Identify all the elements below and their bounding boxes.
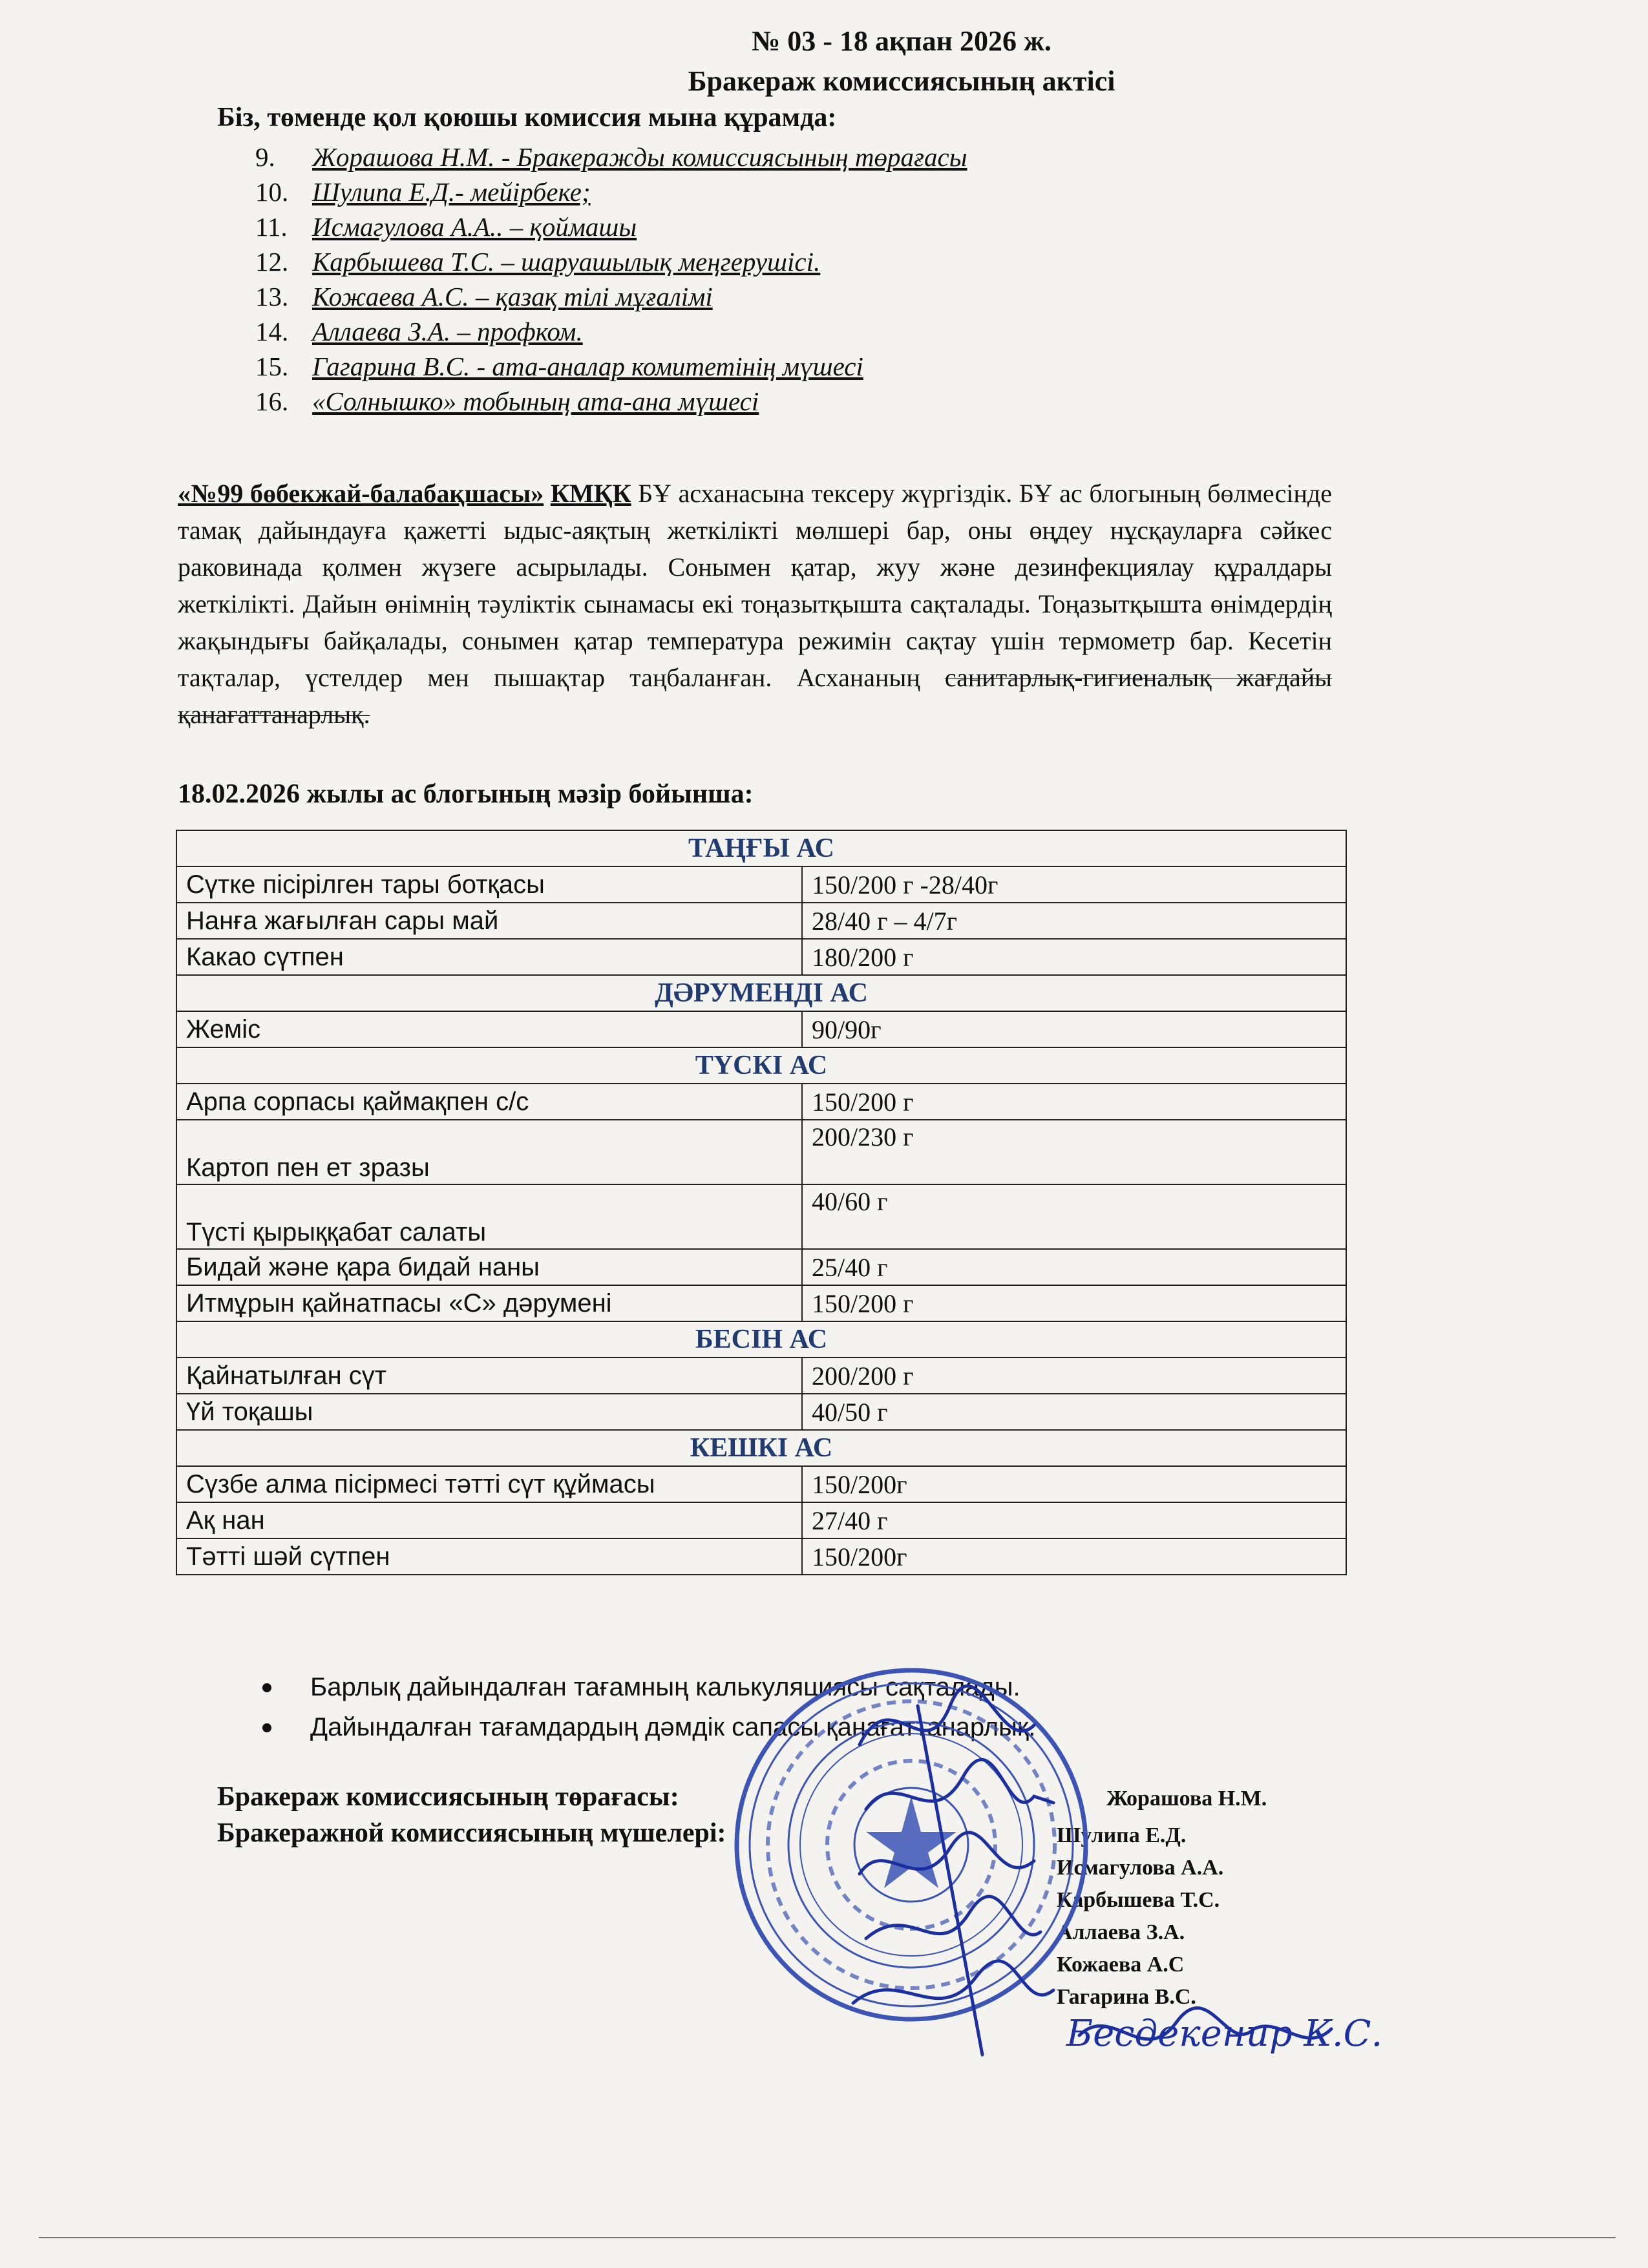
menu-table (176, 830, 1347, 1575)
menu-item-name: Нанға жағылған сары май (176, 903, 802, 939)
member-number: 9. (255, 142, 275, 172)
menu-item-name: Сүтке пісірілген тары ботқасы (176, 866, 802, 903)
menu-item-name: Итмұрын қайнатпасы «С» дәрумені (176, 1285, 802, 1321)
menu-item-row (176, 903, 1346, 939)
extra-handwritten-signature: Бесдекенир К.С. (1066, 2013, 1383, 2055)
menu-item-row (176, 1502, 1346, 1538)
commission-member (255, 244, 967, 279)
menu-section-title: ДӘРУМЕНДІ АС (176, 975, 1346, 1011)
member-signature-name: Шулипа Е.Д. (1057, 1823, 1187, 1847)
member-signature-name: Исмагулова А.А. (1057, 1856, 1224, 1880)
member-signature-name: Карбышева Т.С. (1057, 1888, 1220, 1912)
inspection-paragraph (178, 475, 1332, 733)
menu-item-row (176, 1120, 1346, 1184)
menu-item-name: Тәтті шәй сүтпен (176, 1538, 802, 1575)
commission-members-list (255, 140, 967, 419)
member-number: 14. (255, 317, 289, 346)
menu-item-amount: 150/200г (802, 1538, 1346, 1575)
menu-item-amount: 200/200 г (802, 1358, 1346, 1394)
menu-date-heading: 18.02.2026 жылы ас блогының мәзір бойынша: (178, 779, 754, 809)
menu-item-amount: 150/200 г -28/40г (802, 866, 1346, 903)
commission-member (255, 209, 967, 244)
menu-section-row (176, 830, 1346, 866)
note-item: Барлық дайындалған тағамның калькуляциясы сақталады. (259, 1667, 1035, 1707)
menu-item-amount: 28/40 г – 4/7г (802, 903, 1346, 939)
menu-section-title: ТАҢҒЫ АС (176, 830, 1346, 866)
menu-section-row (176, 1047, 1346, 1084)
member-text: Шулипа Е.Д.- мейірбеке; (312, 177, 591, 207)
member-number: 13. (255, 282, 289, 311)
menu-item-amount: 150/200 г (802, 1084, 1346, 1120)
menu-section-title: ТҮСКІ АС (176, 1047, 1346, 1084)
menu-item-amount: 25/40 г (802, 1249, 1346, 1285)
menu-item-name: Үй тоқашы (176, 1394, 802, 1430)
member-number: 10. (255, 177, 289, 207)
paragraph-body: БҰ асханасына тексеру жүргіздік. БҰ ас блогының бөлмесінде тамақ дайындауға қажетті ыдыс-аяқтың жеткілікті мөлшері бар, оны өңдеу нұсқауларға сәйкес раковинада қолмен жүзеге асырылады. Сонымен қатар, жуу және дезинфекциялау құралдары жеткілікті. Дайын өнімнің тәуліктік сынамасы екі тоңазытқышта сақталады. Тоңазытқышта өнімдердің жақындығы байқалады, сонымен қатар температура режимін сақтау үшін термометр бар. Кесетін тақталар, үстелдер мен пышақтар таңбаланған. Асхананың (178, 479, 1333, 692)
organization-name: «№99 бөбекжай-балабақшасы» (178, 479, 544, 508)
handwritten-signatures (840, 1667, 1422, 2068)
member-signature-name: Аллаева З.А. (1057, 1920, 1185, 1944)
menu-item-name: Картоп пен ет зразы (176, 1120, 802, 1184)
member-text: Карбышева Т.С. – шаруашылық меңгерушісі. (312, 247, 821, 277)
menu-item-name: Бидай және қара бидай наны (176, 1249, 802, 1285)
paragraph-last-line: санитарлық-гигиеналық жағдайы қанағаттанарлық. (178, 663, 1333, 729)
menu-item-row (176, 1466, 1346, 1502)
menu-item-name: Ақ нан (176, 1502, 802, 1538)
menu-item-amount: 40/50 г (802, 1394, 1346, 1430)
members-label: Бракеражной комиссиясының мүшелері: (217, 1818, 726, 1848)
commission-member (255, 349, 967, 384)
menu-item-amount: 150/200 г (802, 1285, 1346, 1321)
menu-item-row (176, 1394, 1346, 1430)
menu-section-row (176, 1430, 1346, 1466)
menu-section-row (176, 1321, 1346, 1358)
note-item: Дайындалған тағамдардың дәмдік сапасы қанағаттанарлық. (259, 1707, 1035, 1747)
member-text: Гагарина В.С. - ата-аналар комитетінің мүшесі (312, 352, 863, 381)
member-number: 12. (255, 247, 289, 277)
chair-label: Бракераж комиссиясының төрағасы: (217, 1782, 679, 1812)
commission-member (255, 279, 967, 314)
member-text: Жорашова Н.М. - Бракеражды комиссиясының төрағасы (312, 142, 967, 172)
commission-intro: Біз, төменде қол қоюшы комиссия мына құрамда: (217, 103, 837, 132)
member-number: 16. (255, 386, 289, 416)
menu-item-row (176, 1011, 1346, 1047)
menu-item-amount: 27/40 г (802, 1502, 1346, 1538)
menu-item-amount: 90/90г (802, 1011, 1346, 1047)
menu-item-row (176, 1084, 1346, 1120)
menu-item-name: Түсті қырыққабат салаты (176, 1184, 802, 1249)
menu-section-row (176, 975, 1346, 1011)
menu-item-amount: 180/200 г (802, 939, 1346, 975)
menu-item-row (176, 1358, 1346, 1394)
organization-type: КМҚК (550, 479, 631, 508)
member-signature-name: Кожаева А.С (1057, 1953, 1185, 1977)
member-text: Аллаева З.А. – профком. (312, 317, 583, 346)
member-text: Исмагулова А.А.. – қоймашы (312, 212, 637, 242)
menu-item-name: Жеміс (176, 1011, 802, 1047)
menu-item-name: Арпа сорпасы қаймақпен с/с (176, 1084, 802, 1120)
menu-item-row (176, 939, 1346, 975)
member-signature-name: Гагарина В.С. (1057, 1985, 1196, 2009)
menu-item-name: Сүзбе алма пісірмесі тәтті сүт құймасы (176, 1466, 802, 1502)
menu-item-amount: 40/60 г (802, 1184, 1346, 1249)
menu-section-title: БЕСІН АС (176, 1321, 1346, 1358)
commission-member (255, 384, 967, 419)
menu-item-amount: 150/200г (802, 1466, 1346, 1502)
menu-item-row (176, 1285, 1346, 1321)
member-number: 11. (255, 212, 288, 242)
menu-item-name: Қайнатылған сүт (176, 1358, 802, 1394)
menu-item-row (176, 866, 1346, 903)
commission-member (255, 174, 967, 209)
chair-name: Жорашова Н.М. (1106, 1787, 1267, 1811)
member-text: Кожаева А.С. – қазақ тілі мұғалімі (312, 282, 713, 311)
member-number: 15. (255, 352, 289, 381)
menu-item-row (176, 1538, 1346, 1575)
act-title: Бракераж комиссиясының актісі (688, 65, 1115, 97)
commission-member (255, 140, 967, 174)
commission-member (255, 314, 967, 349)
menu-item-row (176, 1249, 1346, 1285)
menu-item-row (176, 1184, 1346, 1249)
act-number-date: № 03 - 18 ақпан 2026 ж. (752, 25, 1051, 57)
menu-item-amount: 200/230 г (802, 1120, 1346, 1184)
menu-section-title: КЕШКІ АС (176, 1430, 1346, 1466)
page-bottom-edge (39, 2237, 1616, 2238)
menu-item-name: Какао сүтпен (176, 939, 802, 975)
member-text: «Солнышко» тобының ата-ана мүшесі (312, 386, 759, 416)
